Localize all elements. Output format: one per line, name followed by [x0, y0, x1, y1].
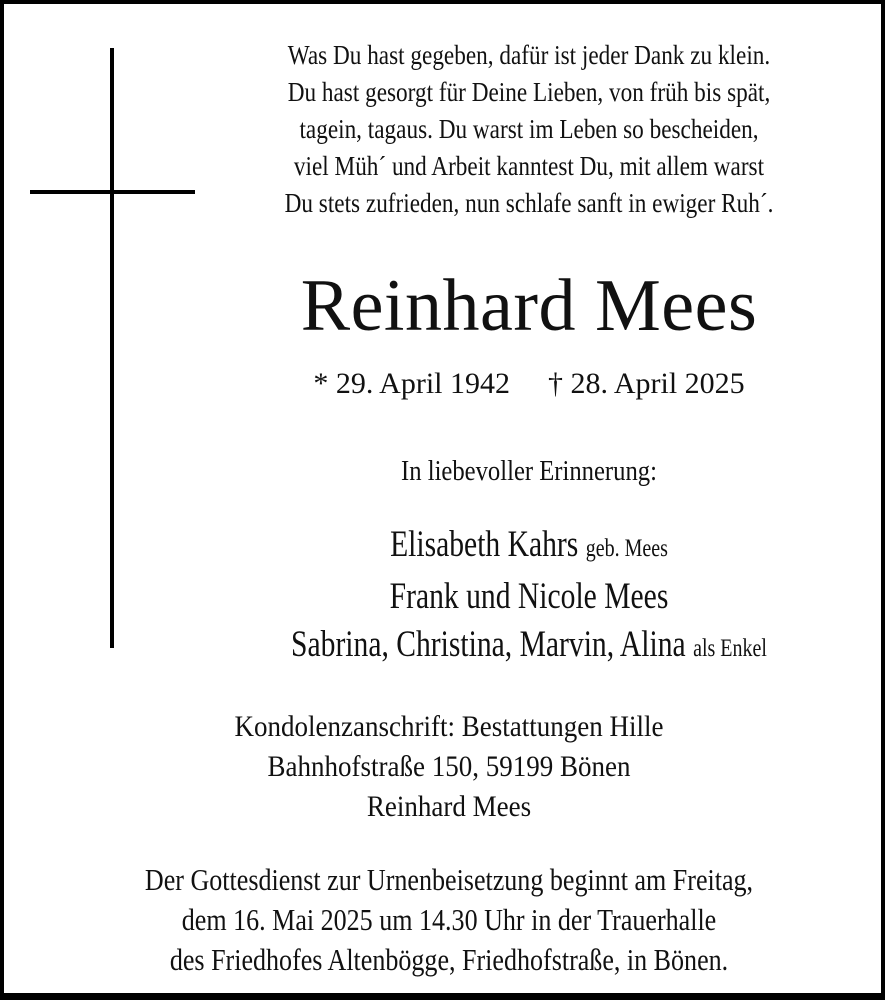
poem-line: Du hast gesorgt für Deine Lieben, von früh bis spät, — [287, 77, 771, 107]
mourner-note: als Enkel — [693, 635, 767, 662]
mourner-note: geb. Mees — [585, 535, 668, 562]
mourners-list — [154, 521, 885, 673]
condolence-line: Reinhard Mees — [366, 790, 532, 823]
mourner-entry — [229, 573, 829, 621]
poem-line: Du stets zufrieden, nun schlafe sanft in ewiger Ruh´. — [284, 188, 774, 218]
condolence-line: Kondolenzanschrift: Bestattungen Hille — [234, 710, 664, 743]
death-date: † 28. April 2025 — [548, 367, 745, 400]
birth-date: * 29. April 1942 — [313, 367, 510, 400]
mourner-entry — [229, 621, 829, 673]
poem-line: tagein, tagaus. Du warst im Leben so bescheiden, — [299, 114, 759, 144]
mourner-name: Frank und Nicole Mees — [389, 576, 669, 617]
condolence-line: Bahnhofstraße 150, 59199 Bönen — [267, 750, 631, 783]
service-line: Der Gottesdienst zur Urnenbeisetzung beginnt am Freitag, — [144, 862, 754, 897]
life-dates — [234, 366, 824, 402]
cross-icon-horizontal-beam — [30, 190, 195, 194]
deceased-name: Reinhard Mees — [300, 265, 758, 347]
service-line: dem 16. Mai 2025 um 14.30 Uhr in der Trauerhalle — [181, 902, 717, 937]
memory-heading — [234, 454, 824, 490]
mourner-entry — [229, 521, 829, 573]
memory-heading-text: In liebevoller Erinnerung: — [401, 456, 657, 487]
service-line: des Friedhofes Altenbögge, Friedhofstraße, in Bönen. — [169, 942, 729, 977]
mourner-name: Elisabeth Kahrs — [390, 524, 579, 565]
condolence-address — [144, 707, 754, 827]
service-announcement — [24, 860, 874, 980]
mourner-name: Sabrina, Christina, Marvin, Alina — [291, 624, 686, 665]
cross-icon-vertical-beam — [110, 48, 114, 648]
poem-line: viel Müh´ und Arbeit kanntest Du, mit allem warst — [293, 151, 765, 181]
poem-line: Was Du hast gegeben, dafür ist jeder Dank zu klein. — [287, 40, 771, 70]
poem-verse — [204, 37, 854, 222]
